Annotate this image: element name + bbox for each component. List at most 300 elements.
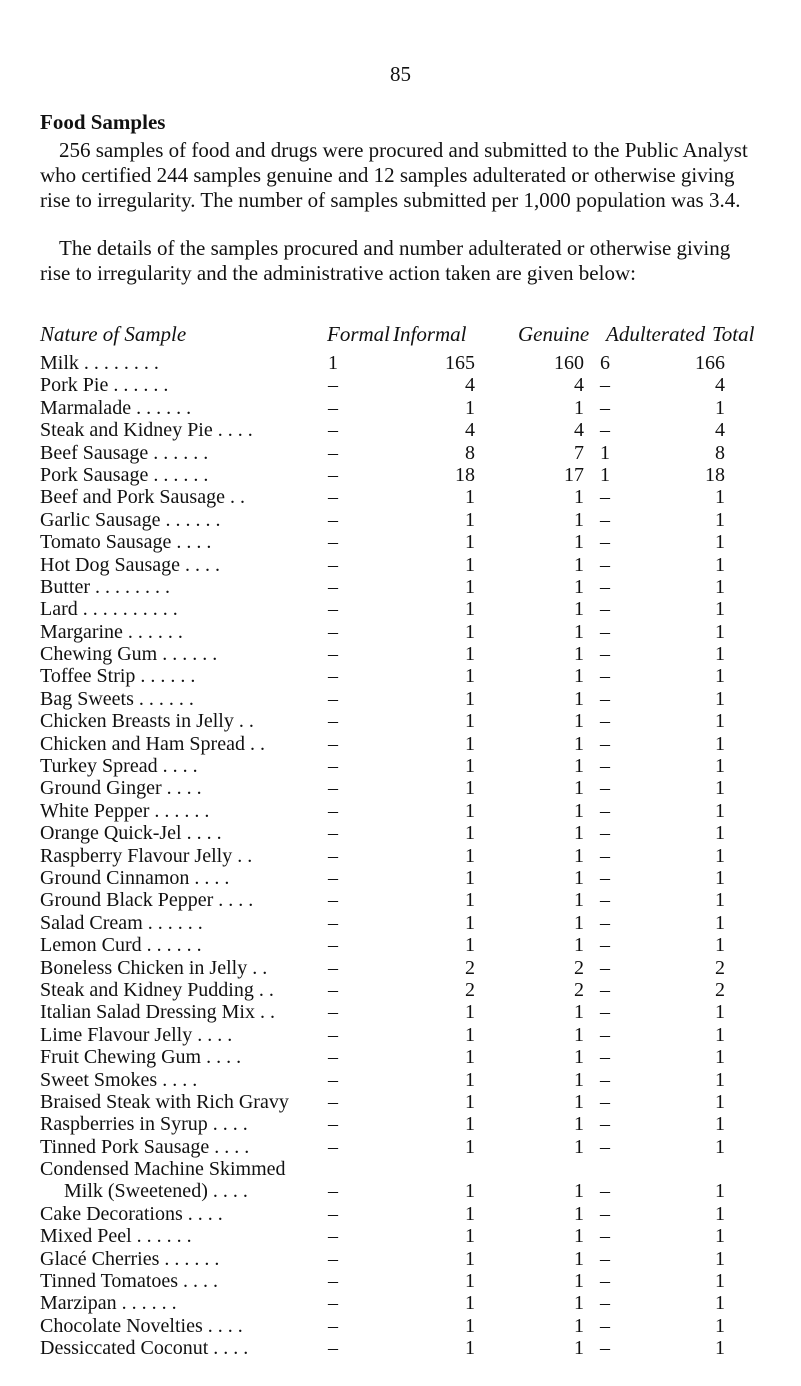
sample-name: Steak and Kidney Pudding . .	[40, 978, 274, 1001]
table-row	[40, 1069, 760, 1091]
table-row	[40, 598, 760, 620]
adulterated-count: –	[600, 1202, 610, 1225]
sample-name: Ground Ginger . . . .	[40, 777, 202, 800]
total-count: 1	[715, 799, 725, 822]
adulterated-count: –	[600, 419, 610, 442]
formal-count: 1	[328, 352, 338, 374]
genuine-count: 1	[574, 531, 584, 554]
total-count: 1	[715, 665, 725, 688]
intro-paragraph: 256 samples of food and drugs were procured and submitted to the Public Analyst who certified 244 samples genuine and 12 samples adulterated or otherwise giving rise to irregularity. The number of samples submitted per 1,000 population was 3.4.	[40, 138, 748, 212]
total-count: 166	[695, 352, 725, 374]
formal-count: –	[328, 1068, 338, 1091]
genuine-count: 7	[574, 441, 584, 464]
total-count: 2	[715, 956, 725, 979]
table-row	[40, 1270, 760, 1292]
total-count: 1	[715, 553, 725, 576]
table-row	[40, 1292, 760, 1314]
total-count: 1	[715, 687, 725, 710]
total-count: 1	[715, 508, 725, 531]
total-count: 4	[715, 419, 725, 442]
informal-count: 1	[465, 911, 475, 934]
informal-count: 1	[465, 1314, 475, 1337]
genuine-count: 1	[574, 1314, 584, 1337]
total-count: 1	[715, 710, 725, 733]
total-count: 1	[715, 1046, 725, 1069]
total-count: 1	[715, 889, 725, 912]
formal-count: –	[328, 419, 338, 442]
details-paragraph: The details of the samples procured and number adulterated or otherwise giving rise to irregularity and the administrative action taken are given below:	[40, 236, 731, 285]
table-row	[40, 1001, 760, 1023]
table-row	[40, 1024, 760, 1046]
informal-count: 1	[465, 844, 475, 867]
sample-name: Fruit Chewing Gum . . . .	[40, 1046, 242, 1069]
formal-count: –	[328, 531, 338, 554]
total-count: 1	[715, 1292, 725, 1315]
informal-count: 1	[465, 732, 475, 755]
sample-name: Margarine . . . . . .	[40, 620, 183, 643]
total-count: 1	[715, 1113, 725, 1136]
genuine-count: 1	[574, 1113, 584, 1136]
total-count: 1	[715, 777, 725, 800]
genuine-count: 1	[574, 732, 584, 755]
formal-count: –	[328, 889, 338, 912]
table-row	[40, 352, 760, 374]
sample-name: Orange Quick-Jel . . . .	[40, 822, 222, 845]
informal-count: 1	[465, 710, 475, 733]
informal-count: 8	[465, 441, 475, 464]
total-count: 1	[715, 486, 725, 509]
informal-count: 1	[465, 1247, 475, 1270]
formal-count: –	[328, 463, 338, 486]
sample-name: Sweet Smokes . . . .	[40, 1068, 198, 1091]
table-row	[40, 777, 760, 799]
adulterated-count: –	[600, 553, 610, 576]
table-row	[40, 867, 760, 889]
informal-count: 1	[465, 396, 475, 419]
informal-count: 2	[465, 978, 475, 1001]
adulterated-count: –	[600, 1247, 610, 1270]
sample-name: Raspberry Flavour Jelly . .	[40, 844, 253, 867]
sample-name: Chewing Gum . . . . . .	[40, 643, 218, 666]
genuine-count: 1	[574, 1292, 584, 1315]
adulterated-count: –	[600, 665, 610, 688]
informal-count: 1	[465, 934, 475, 957]
genuine-count: 1	[574, 1023, 584, 1046]
informal-count: 1	[465, 665, 475, 688]
genuine-count: 1	[574, 1337, 584, 1360]
adulterated-count: –	[600, 620, 610, 643]
adulterated-count: –	[600, 1225, 610, 1248]
total-count: 1	[715, 620, 725, 643]
sample-name: Tomato Sausage . . . .	[40, 531, 212, 554]
table-row	[40, 531, 760, 553]
table-row	[40, 397, 760, 419]
informal-count: 4	[465, 374, 475, 397]
informal-count: 1	[465, 799, 475, 822]
formal-count: –	[328, 1270, 338, 1293]
sample-name: Ground Cinnamon . . . .	[40, 866, 230, 889]
genuine-count: 1	[574, 822, 584, 845]
genuine-count: 1	[574, 1247, 584, 1270]
genuine-count: 1	[574, 777, 584, 800]
genuine-count: 1	[574, 1270, 584, 1293]
informal-count: 1	[465, 598, 475, 621]
informal-count: 1	[465, 1270, 475, 1293]
genuine-count: 1	[574, 934, 584, 957]
table-row	[40, 464, 760, 486]
informal-count: 2	[465, 956, 475, 979]
table-row	[40, 1315, 760, 1337]
genuine-count: 160	[554, 352, 584, 374]
adulterated-count: –	[600, 598, 610, 621]
header-adulterated: Adulterated	[606, 322, 706, 346]
header-informal: Informal	[393, 322, 467, 346]
table-row	[40, 912, 760, 934]
formal-count: –	[328, 1247, 338, 1270]
table-row	[40, 710, 760, 732]
sample-name: Raspberries in Syrup . . . .	[40, 1113, 248, 1136]
adulterated-count: –	[600, 844, 610, 867]
table-header	[40, 322, 760, 348]
informal-count: 4	[465, 419, 475, 442]
adulterated-count: –	[600, 1314, 610, 1337]
formal-count: –	[328, 1135, 338, 1158]
sample-name: Boneless Chicken in Jelly . .	[40, 956, 268, 979]
total-count: 1	[715, 1247, 725, 1270]
adulterated-count: 1	[600, 463, 610, 486]
sample-name: Beef and Pork Sausage . .	[40, 486, 245, 509]
adulterated-count: –	[600, 822, 610, 845]
informal-count: 1	[465, 889, 475, 912]
header-formal: Formal	[327, 322, 390, 346]
table-row	[40, 1113, 760, 1135]
formal-count: –	[328, 1090, 338, 1113]
sample-name: Dessiccated Coconut . . . .	[40, 1337, 249, 1360]
formal-count: –	[328, 732, 338, 755]
sample-name-line-2: Milk (Sweetened) . . . .	[64, 1180, 248, 1203]
adulterated-count: –	[600, 643, 610, 666]
sample-name: Bag Sweets . . . . . .	[40, 687, 194, 710]
table-row	[40, 1203, 760, 1225]
formal-count: –	[328, 1202, 338, 1225]
genuine-count: 1	[574, 911, 584, 934]
total-count: 1	[715, 643, 725, 666]
page-number: 85	[390, 62, 411, 86]
informal-count: 1	[465, 777, 475, 800]
genuine-count: 1	[574, 665, 584, 688]
formal-count: –	[328, 1292, 338, 1315]
genuine-count: 1	[574, 1046, 584, 1069]
informal-count: 1	[465, 643, 475, 666]
genuine-count: 1	[574, 687, 584, 710]
total-count: 1	[715, 1270, 725, 1293]
total-count: 1	[715, 1090, 725, 1113]
informal-count: 1	[465, 553, 475, 576]
genuine-count: 1	[574, 1001, 584, 1024]
genuine-count: 1	[574, 844, 584, 867]
sample-name: Hot Dog Sausage . . . .	[40, 553, 220, 576]
adulterated-count: –	[600, 710, 610, 733]
sample-name: Cake Decorations . . . .	[40, 1202, 223, 1225]
table-row	[40, 1091, 760, 1113]
table-row	[40, 621, 760, 643]
sample-name: Chocolate Novelties . . . .	[40, 1314, 243, 1337]
table-row	[40, 419, 760, 441]
adulterated-count: –	[600, 799, 610, 822]
genuine-count: 1	[574, 1068, 584, 1091]
sample-name: Toffee Strip . . . . . .	[40, 665, 196, 688]
total-count: 18	[705, 463, 725, 486]
genuine-count: 1	[574, 620, 584, 643]
formal-count: –	[328, 755, 338, 778]
total-count: 1	[715, 1180, 725, 1203]
header-genuine: Genuine	[518, 322, 590, 346]
genuine-count: 1	[574, 755, 584, 778]
table-row	[40, 1158, 760, 1203]
adulterated-count: –	[600, 1270, 610, 1293]
adulterated-count: 6	[600, 352, 610, 374]
formal-count: –	[328, 396, 338, 419]
total-count: 1	[715, 1225, 725, 1248]
total-count: 1	[715, 755, 725, 778]
formal-count: –	[328, 866, 338, 889]
informal-count: 1	[465, 508, 475, 531]
adulterated-count: –	[600, 866, 610, 889]
sample-name: Turkey Spread . . . .	[40, 755, 198, 778]
adulterated-count: –	[600, 1090, 610, 1113]
sample-name: Pork Pie . . . . . .	[40, 374, 169, 397]
table-row	[40, 934, 760, 956]
sample-name: Milk . . . . . . . .	[40, 352, 159, 374]
formal-count: –	[328, 575, 338, 598]
formal-count: –	[328, 1113, 338, 1136]
formal-count: –	[328, 978, 338, 1001]
adulterated-count: –	[600, 1337, 610, 1360]
genuine-count: 2	[574, 956, 584, 979]
formal-count: –	[328, 1225, 338, 1248]
genuine-count: 2	[574, 978, 584, 1001]
sample-name: Ground Black Pepper . . . .	[40, 889, 254, 912]
genuine-count: 1	[574, 508, 584, 531]
table-row	[40, 845, 760, 867]
adulterated-count: –	[600, 486, 610, 509]
adulterated-count: –	[600, 1180, 610, 1203]
total-count: 1	[715, 1135, 725, 1158]
genuine-count: 1	[574, 1090, 584, 1113]
adulterated-count: –	[600, 1068, 610, 1091]
informal-count: 18	[455, 463, 475, 486]
genuine-count: 1	[574, 575, 584, 598]
formal-count: –	[328, 934, 338, 957]
sample-name: White Pepper . . . . . .	[40, 799, 210, 822]
adulterated-count: –	[600, 1113, 610, 1136]
genuine-count: 1	[574, 1202, 584, 1225]
table-row	[40, 822, 760, 844]
formal-count: –	[328, 553, 338, 576]
table-row	[40, 800, 760, 822]
formal-count: –	[328, 665, 338, 688]
genuine-count: 1	[574, 1135, 584, 1158]
adulterated-count: –	[600, 777, 610, 800]
adulterated-count: –	[600, 1135, 610, 1158]
sample-name: Mixed Peel . . . . . .	[40, 1225, 192, 1248]
sample-name: Glacé Cherries . . . . . .	[40, 1247, 220, 1270]
table-row	[40, 1248, 760, 1270]
samples-table	[40, 352, 760, 1360]
adulterated-count: –	[600, 508, 610, 531]
total-count: 1	[715, 866, 725, 889]
formal-count: –	[328, 1001, 338, 1024]
genuine-count: 4	[574, 419, 584, 442]
informal-count: 1	[465, 620, 475, 643]
informal-count: 1	[465, 822, 475, 845]
informal-count: 1	[465, 1337, 475, 1360]
header-nature-of-sample: Nature of Sample	[40, 322, 187, 346]
adulterated-count: 1	[600, 441, 610, 464]
total-count: 1	[715, 1023, 725, 1046]
informal-count: 1	[465, 1225, 475, 1248]
table-row	[40, 1136, 760, 1158]
sample-name: Marzipan . . . . . .	[40, 1292, 177, 1315]
sample-name: Pork Sausage . . . . . .	[40, 463, 209, 486]
genuine-count: 1	[574, 553, 584, 576]
header-total: Total	[712, 322, 755, 346]
total-count: 1	[715, 575, 725, 598]
sample-name: Italian Salad Dressing Mix . .	[40, 1001, 275, 1024]
table-row	[40, 688, 760, 710]
total-count: 1	[715, 911, 725, 934]
total-count: 1	[715, 396, 725, 419]
formal-count: –	[328, 1023, 338, 1046]
informal-count: 1	[465, 1135, 475, 1158]
informal-count: 1	[465, 575, 475, 598]
total-count: 1	[715, 822, 725, 845]
sample-name-line-1: Condensed Machine Skimmed	[40, 1158, 286, 1181]
formal-count: –	[328, 486, 338, 509]
adulterated-count: –	[600, 687, 610, 710]
sample-name: Lime Flavour Jelly . . . .	[40, 1023, 233, 1046]
informal-count: 165	[445, 352, 475, 374]
total-count: 1	[715, 732, 725, 755]
formal-count: –	[328, 799, 338, 822]
adulterated-count: –	[600, 531, 610, 554]
sample-name	[40, 1158, 286, 1203]
table-row	[40, 442, 760, 464]
total-count: 1	[715, 1337, 725, 1360]
table-row	[40, 576, 760, 598]
genuine-count: 1	[574, 866, 584, 889]
adulterated-count: –	[600, 1023, 610, 1046]
adulterated-count: –	[600, 1292, 610, 1315]
total-count: 8	[715, 441, 725, 464]
sample-name: Salad Cream . . . . . .	[40, 911, 203, 934]
formal-count: –	[328, 441, 338, 464]
formal-count: –	[328, 1046, 338, 1069]
genuine-count: 1	[574, 486, 584, 509]
informal-count: 1	[465, 1113, 475, 1136]
total-count: 1	[715, 1314, 725, 1337]
informal-count: 1	[465, 1292, 475, 1315]
total-count: 1	[715, 934, 725, 957]
table-row	[40, 486, 760, 508]
adulterated-count: –	[600, 978, 610, 1001]
adulterated-count: –	[600, 374, 610, 397]
adulterated-count: –	[600, 889, 610, 912]
sample-name: Garlic Sausage . . . . . .	[40, 508, 221, 531]
genuine-count: 1	[574, 1225, 584, 1248]
genuine-count: 1	[574, 643, 584, 666]
informal-count: 1	[465, 486, 475, 509]
sample-name: Tinned Tomatoes . . . .	[40, 1270, 219, 1293]
formal-count: –	[328, 911, 338, 934]
genuine-count: 1	[574, 889, 584, 912]
total-count: 1	[715, 844, 725, 867]
formal-count: –	[328, 620, 338, 643]
formal-count: –	[328, 687, 338, 710]
formal-count: –	[328, 1180, 338, 1203]
table-row	[40, 957, 760, 979]
genuine-count: 17	[564, 463, 584, 486]
informal-count: 1	[465, 1180, 475, 1203]
sample-name: Butter . . . . . . . .	[40, 575, 170, 598]
table-row	[40, 374, 760, 396]
sample-name: Beef Sausage . . . . . .	[40, 441, 209, 464]
informal-count: 1	[465, 1023, 475, 1046]
informal-count: 1	[465, 1068, 475, 1091]
formal-count: –	[328, 844, 338, 867]
table-row	[40, 665, 760, 687]
total-count: 1	[715, 1202, 725, 1225]
table-row	[40, 979, 760, 1001]
informal-count: 1	[465, 531, 475, 554]
informal-count: 1	[465, 755, 475, 778]
informal-count: 1	[465, 1090, 475, 1113]
sample-name: Tinned Pork Sausage . . . .	[40, 1135, 250, 1158]
adulterated-count: –	[600, 1046, 610, 1069]
sample-name: Lard . . . . . . . . . .	[40, 598, 178, 621]
informal-count: 1	[465, 1001, 475, 1024]
table-row	[40, 643, 760, 665]
informal-count: 1	[465, 1046, 475, 1069]
sample-name: Braised Steak with Rich Gravy	[40, 1090, 289, 1113]
adulterated-count: –	[600, 1001, 610, 1024]
sample-name: Chicken and Ham Spread . .	[40, 732, 265, 755]
genuine-count: 1	[574, 1180, 584, 1203]
table-row	[40, 1046, 760, 1068]
sample-name: Chicken Breasts in Jelly . .	[40, 710, 254, 733]
table-row	[40, 889, 760, 911]
total-count: 1	[715, 531, 725, 554]
genuine-count: 1	[574, 799, 584, 822]
table-row	[40, 509, 760, 531]
adulterated-count: –	[600, 732, 610, 755]
formal-count: –	[328, 956, 338, 979]
adulterated-count: –	[600, 911, 610, 934]
total-count: 4	[715, 374, 725, 397]
adulterated-count: –	[600, 956, 610, 979]
table-row	[40, 554, 760, 576]
formal-count: –	[328, 777, 338, 800]
formal-count: –	[328, 1314, 338, 1337]
table-row	[40, 1337, 760, 1359]
formal-count: –	[328, 598, 338, 621]
genuine-count: 1	[574, 598, 584, 621]
formal-count: –	[328, 710, 338, 733]
genuine-count: 1	[574, 396, 584, 419]
adulterated-count: –	[600, 575, 610, 598]
table-row	[40, 733, 760, 755]
formal-count: –	[328, 374, 338, 397]
